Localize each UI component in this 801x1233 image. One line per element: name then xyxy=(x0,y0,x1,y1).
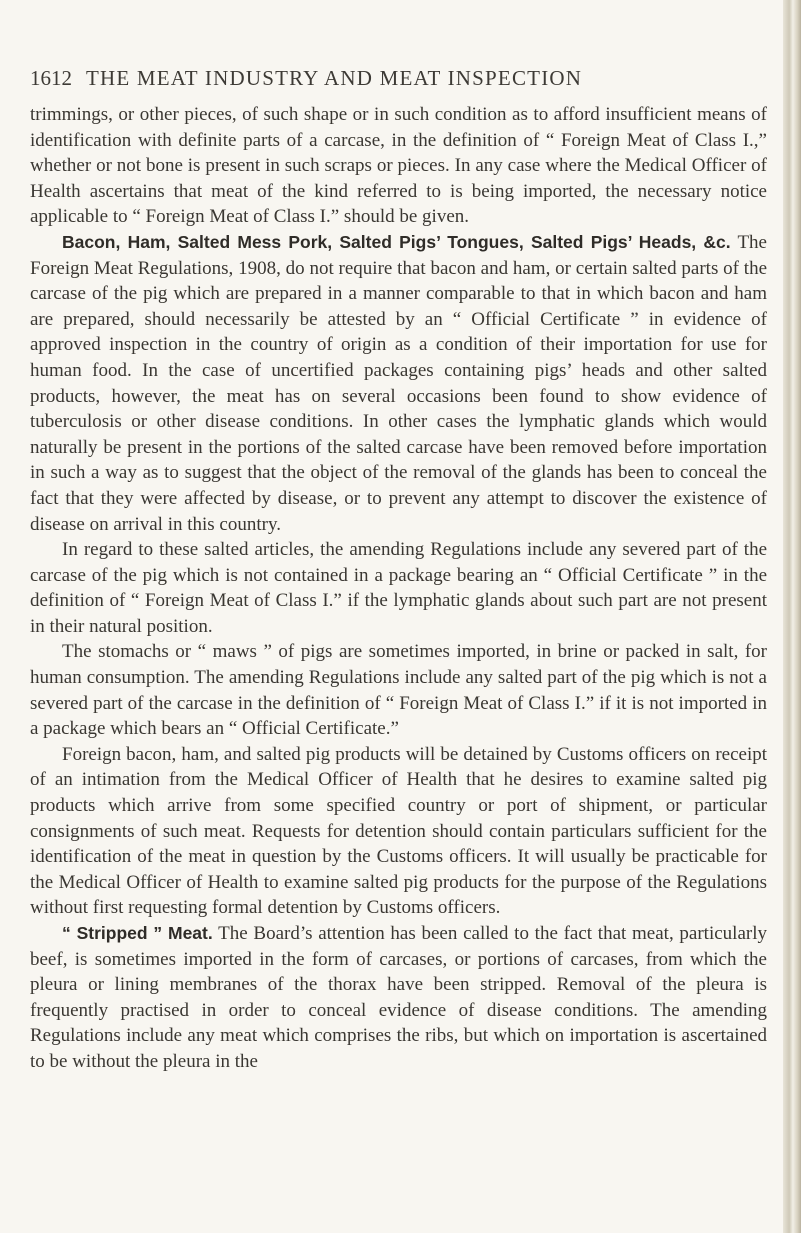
paragraph-text: The Foreign Meat Regulations, 1908, do not require that bacon and ham, or certain salted parts of the carcase of the pig which are prepared in a manner comparable to that in which bacon and ham are prepared, should necessarily be attested by an “ Official Certificate ” in evidence of approved inspection in the country of origin as a condition of their importation for use for human food. In the case of uncertified packages containing pigs’ heads and other salted products, however, the meat has on several occasions been found to show evidence of tuberculosis or other disease conditions. In other cases the lymphatic glands which would naturally be present in the portions of the salted carcase have been removed before importation in such a way as to suggest that the object of the removal of the glands has been to conceal the fact that they were affected by disease, or to prevent any attempt to discover the existence of disease on arrival in this country. xyxy=(30,231,767,535)
paragraph-stomachs-maws xyxy=(30,639,767,741)
section-heading-bacon-ham: Bacon, Ham, Salted Mess Pork, Salted Pigs’ Tongues, Salted Pigs’ Heads, &c. xyxy=(62,231,731,252)
paragraph-text: The stomachs or “ maws ” of pigs are sometimes imported, in brine or packed in salt, for human consumption. The amending Regulations include any salted part of the pig which is not a severed part of the carcase in the definition of “ Foreign Meat of Class I.” if it is not imported in a package which bears an “ Official Certificate.” xyxy=(30,641,767,740)
paragraph-text: In regard to these salted articles, the amending Regulations include any severed part of the carcase of the pig which is not contained in a package bearing an “ Official Certificate ” in the definition of “ Foreign Meat of Class I.” if the lymphatic glands about such part are not present in their natural position. xyxy=(30,539,767,637)
paragraph-customs-detention xyxy=(30,742,767,921)
running-head: THE MEAT INDUSTRY AND MEAT INSPECTION xyxy=(86,66,583,90)
paragraph-text: trimmings, or other pieces, of such shape or in such condition as to afford insufficient means of identification with definite parts of a carcase, in the definition of “ Foreign Meat of Class I.,” whether or not bone is present in such scraps or pieces. In any case where the Medical Officer of Health ascertains that meat of the kind referred to is being imported, the necessary notice applicable to “ Foreign Meat of Class I.” should be given. xyxy=(30,104,767,228)
section-heading-stripped-meat: “ Stripped ” Meat. xyxy=(62,923,213,943)
paragraph-bacon-ham xyxy=(30,230,767,537)
paragraph-stripped-meat xyxy=(30,921,767,1075)
paragraph-salted-articles xyxy=(30,537,767,639)
page-header xyxy=(30,66,770,92)
paragraph-trimmings xyxy=(30,102,767,230)
page-number: 1612 xyxy=(30,66,72,90)
page-binding-edge xyxy=(783,0,801,1233)
body-text xyxy=(30,102,767,1075)
paragraph-text: The Board’s attention has been called to the fact that meat, particularly beef, is sometimes imported in the form of carcases, or portions of carcases, from which the pleura or lining membranes of the thorax have been stripped. Removal of the pleura is frequently practised in order to conceal evidence of disease conditions. The amending Regulations include any meat which comprises the ribs, but which on importation is ascertained to be without the pleura in the xyxy=(30,923,767,1072)
paragraph-text: Foreign bacon, ham, and salted pig products will be detained by Customs officers on receipt of an intimation from the Medical Officer of Health that he desires to examine salted pig products which arrive from some specified country or port of shipment, or particular consignments of such meat. Requests for detention should contain particulars sufficient for the identification of the meat in question by the Customs officers. It will usually be practicable for the Medical Officer of Health to examine salted pig products for the purpose of the Regulations without first requesting formal detention by Customs officers. xyxy=(30,743,767,919)
